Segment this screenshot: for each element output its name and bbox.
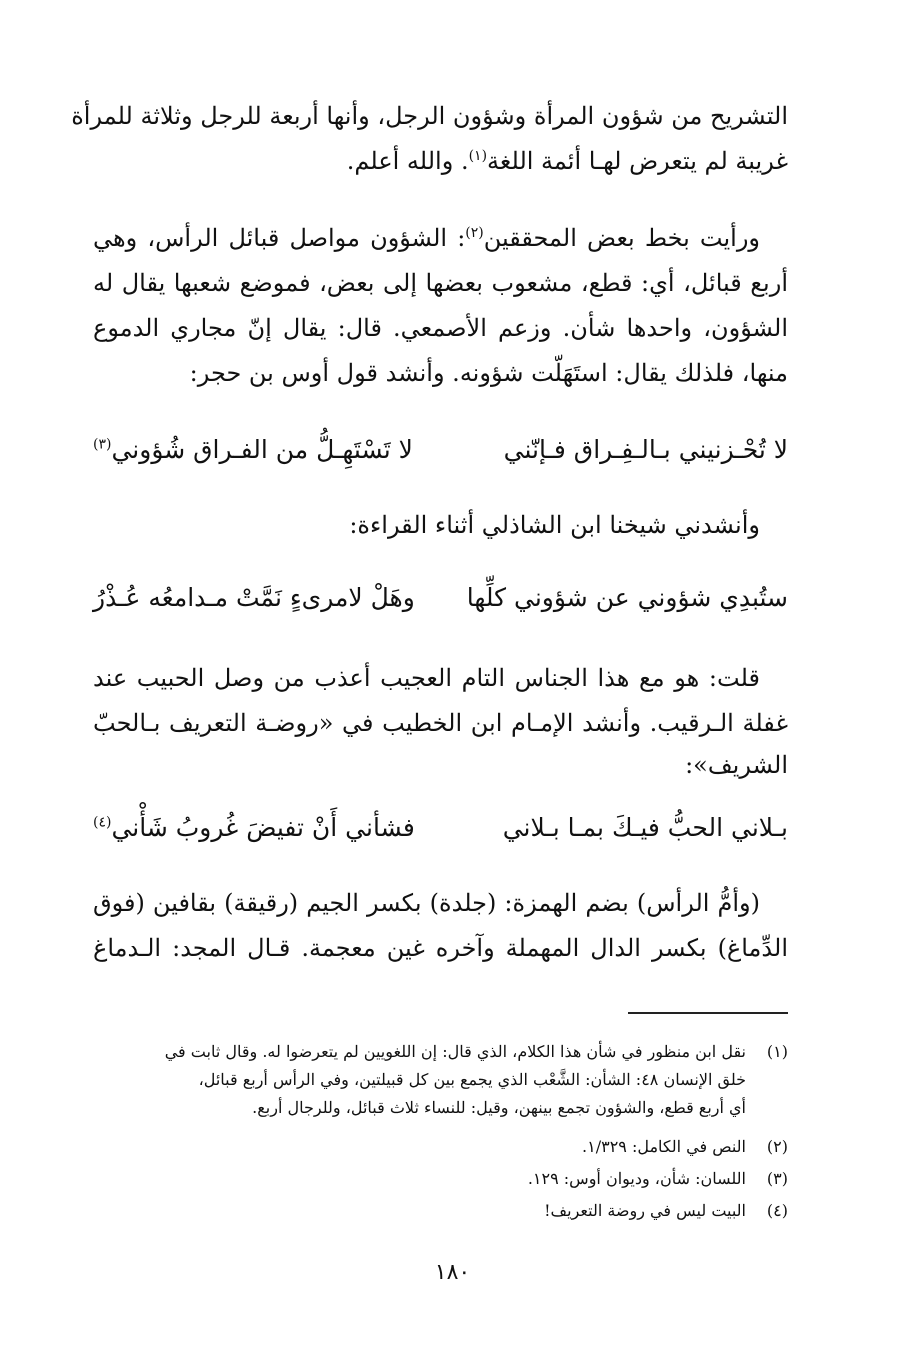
footnote-ref-4: (٤) — [93, 814, 112, 831]
body-line-3: ورأيت بخط بعض المحققين$^{(٢)}$: الشؤون مواصل قبائل الرأس، وهي — [93, 224, 761, 252]
body-line-6: منها، فلذلك يقال: استَهَلّت شؤونه. وأنشد قول أوس بن حجر: — [189, 359, 788, 387]
body-line-1: التشريح من شؤون المرأة وشؤون الرجل، وأنها أربعة للرجل وثلاثة للمرأة — [71, 102, 788, 130]
verse-3 — [93, 808, 788, 848]
footnote-2 — [93, 1133, 788, 1161]
verse-2-first-hemistich: ستُبدِي شؤوني عن شؤوني كلِّها — [466, 583, 788, 612]
footnote-2-number: (٢) — [766, 1137, 788, 1156]
verse-2-second-hemistich: وهَلْ لامرىءٍ نَمَّتْ مـدامعُه عُـذْرُ — [93, 583, 415, 612]
page-number: ١٨٠ — [434, 1260, 471, 1285]
body-line-7: وأنشدني شيخنا ابن الشاذلي أثناء القراءة: — [349, 511, 760, 539]
footnote-ref-1: (١) — [468, 148, 488, 164]
footnote-1-line-2: خلق الإنسان ٤٨: الشأن: الشَّعْب الذي يجمع بين كل قبيلتين، وفي الرأس أربع قبائل، — [198, 1070, 746, 1089]
footnote-1-line-3: أي أربع قطع، والشؤون تجمع بينهن، وقيل: للنساء ثلاث قبائل، وللرجال أربع. — [252, 1098, 746, 1117]
footnote-3 — [93, 1165, 788, 1193]
verse-3-second-hemistich: فشأني أَنْ تفيضَ غُروبُ شَأْني$^{(٤)}$ — [93, 813, 415, 842]
body-line-8: قلت: هو مع هذا الجناس التام العجيب أعذب من وصل الحبيب عند — [93, 664, 760, 692]
verse-2 — [93, 578, 788, 618]
footnote-ref-3: (٣) — [93, 436, 112, 453]
body-line-10: الشريف»: — [685, 751, 788, 779]
body-line-2: غريبة لم يتعرض لهـا أئمة اللغة$^{(١)}$. والله أعلم. — [346, 147, 788, 175]
footnote-4 — [93, 1197, 788, 1225]
footnote-1-number: (١) — [766, 1042, 788, 1061]
footnote-3-number: (٣) — [766, 1169, 788, 1188]
body-line-11: (وأمُّ الرأس) بضم الهمزة: (جلدة) بكسر الجيم (رقيقة) بقافين (فوق — [93, 889, 760, 917]
footnote-2-text: النص في الكامل: ١/٣٢٩. — [582, 1137, 746, 1156]
footnote-3-text: اللسان: شأن، وديوان أوس: ١٢٩. — [527, 1169, 746, 1188]
footnote-4-number: (٤) — [766, 1201, 788, 1220]
footnote-1 — [93, 1038, 788, 1066]
body-line-4: أربع قبائل، أي: قطع، مشعوب بعضها إلى بعض، فموضع شعبها يقال له — [93, 269, 788, 297]
footnote-1-continued — [93, 1066, 788, 1094]
footnote-1-continued-2 — [93, 1094, 788, 1122]
footnote-4-text: البيت ليس في روضة التعريف! — [544, 1201, 746, 1220]
footnote-separator — [628, 1012, 788, 1014]
footnote-1-line-1: نقل ابن منظور في شأن هذا الكلام، الذي قال: إن اللغويين لم يتعرضوا له. وقال ثابت في — [164, 1042, 746, 1061]
body-line-5: الشؤون، واحدها شأن. وزعم الأصمعي. قال: يقال إنّ مجاري الدموع — [93, 314, 788, 342]
verse-1 — [93, 430, 788, 470]
footnote-ref-2: (٢) — [465, 225, 484, 241]
body-line-9: غفلة الـرقيب. وأنشد الإمـام ابن الخطيب في «روضـة التعريف بـالحبّ — [93, 709, 788, 737]
verse-1-first-hemistich: لا تُحْـزنيني بـالـفِـراق فـإنّني — [503, 435, 788, 464]
verse-1-second-hemistich: لا تَسْتَهِـلُّ من الفـراق شُؤوني$^{(٣)}$ — [93, 435, 413, 464]
verse-3-first-hemistich: بـلاني الحبُّ فيـكَ بمـا بـلاني — [502, 813, 788, 842]
body-line-12: الدِّماغ) بكسر الدال المهملة وآخره غين معجمة. قـال المجد: الـدماغ — [93, 934, 788, 962]
